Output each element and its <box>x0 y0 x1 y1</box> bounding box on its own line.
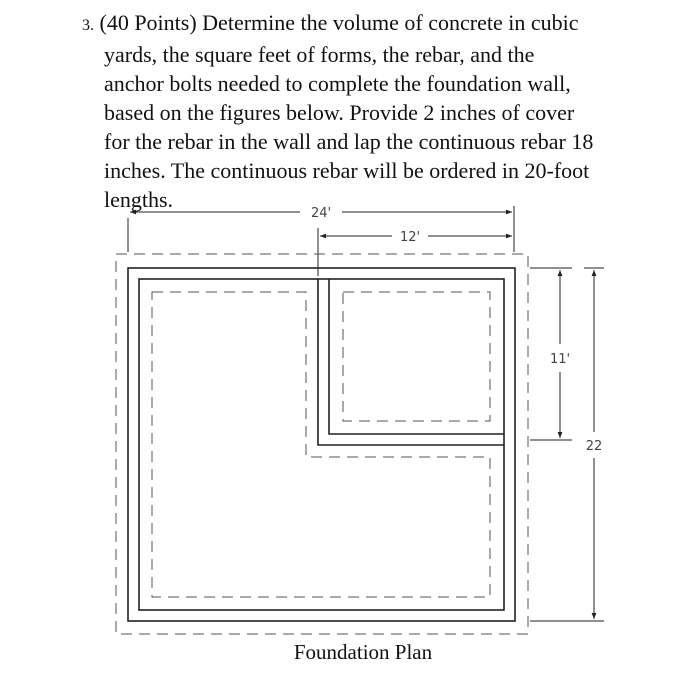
problem-line-6: inches. The continuous rebar will be ordered in 20-foot <box>104 158 590 183</box>
dimension-label-12: 12' <box>399 230 421 245</box>
dimension-label-22: 22 <box>585 439 603 454</box>
problem-line-3: anchor bolts needed to complete the foundation wall, <box>104 71 571 96</box>
footing-outer-outline <box>116 254 528 634</box>
footing-inner-outline-room <box>343 292 490 421</box>
dimension-label-24: 24' <box>310 206 332 221</box>
problem-text-1: (40 Points) Determine the volume of concrete in cubic <box>99 10 579 35</box>
problem-line-2: yards, the square feet of forms, the rebar, and the <box>104 42 535 67</box>
dimension-label-11: 11' <box>549 352 571 367</box>
problem-line-7: lengths. <box>104 187 174 212</box>
problem-number: 3. <box>82 17 94 34</box>
foundation-wall-inner-room <box>318 279 504 445</box>
problem-line-4: based on the figures below. Provide 2 inches of cover <box>104 100 575 125</box>
problem-line-5: for the rebar in the wall and lap the continuous rebar 18 <box>104 129 594 154</box>
figure-caption: Foundation Plan <box>293 640 433 664</box>
